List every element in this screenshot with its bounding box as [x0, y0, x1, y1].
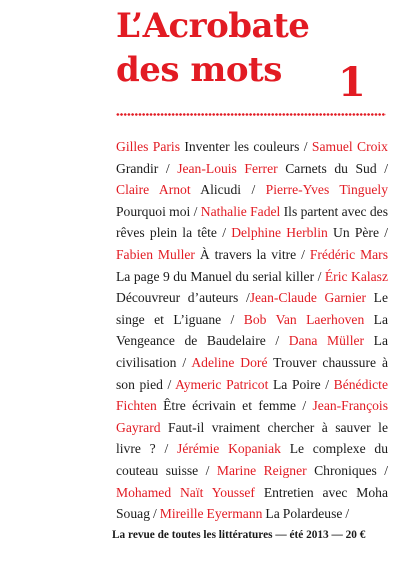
work-title: La Vengeance de Baudelaire /: [116, 311, 388, 349]
contributor-name: Jean-François Gayrard: [116, 398, 388, 435]
footer-tagline: La revue de toutes les littératures — été 2013 — 20 €: [112, 529, 366, 541]
work-title: Être écrivain et femme /: [156, 398, 313, 414]
contributor-name: Nathalie Fadel: [200, 203, 281, 219]
contributor-name: Frédéric Mars: [309, 246, 389, 262]
issue-number: 1: [338, 59, 366, 106]
work-title: Carnets du Sud /: [277, 160, 388, 176]
magazine-title: [116, 4, 309, 92]
contributor-name: Fabien Muller: [116, 246, 195, 262]
contributor-name: Jérémie Kopaniak: [177, 441, 281, 457]
work-title: Inventer les couleurs /: [180, 139, 312, 154]
contributor-name: Jean-Louis Ferrer: [177, 160, 278, 176]
contributor-name: Dana Müller: [288, 333, 365, 349]
work-title: Chroniques /: [306, 462, 388, 478]
work-title: La Poire /: [268, 376, 334, 392]
work-title: Entretien avec Moha Souag /: [116, 484, 388, 522]
title-line-2: des mots: [116, 50, 282, 90]
work-title: Alicudi /: [190, 182, 266, 198]
contributor-name: Marine Reigner: [216, 462, 307, 478]
work-title: Le singe et L’iguane /: [116, 290, 388, 327]
contributor-name: Mireille Eyermann: [159, 506, 263, 522]
contributor-name: Bénédicte Fichten: [116, 376, 388, 414]
work-title: Le complexe du couteau suisse /: [116, 441, 388, 478]
contributor-name: Delphine Herblin: [231, 225, 328, 241]
work-title: La Polardeuse /: [262, 506, 350, 522]
work-title: La civilisation /: [116, 333, 388, 370]
work-title: Pourquoi moi /: [116, 203, 201, 219]
contributor-name: Mohamed Naït Youssef: [116, 484, 255, 500]
work-title: Un Père /: [327, 225, 388, 241]
contributor-name: Gilles Paris: [116, 139, 180, 154]
contributor-name: Claire Arnot: [116, 182, 191, 198]
title-line-1: L’Acrobate: [116, 6, 310, 46]
contributor-name: Bob Van Laerhoven: [243, 311, 365, 327]
table-of-contents: [116, 136, 388, 525]
contributor-name: Aymeric Patricot: [175, 376, 269, 392]
contributor-name: Éric Kalasz: [324, 268, 388, 284]
work-title: À travers la vitre /: [194, 246, 310, 262]
work-title: Ils partent avec des rêves plein la tête /: [116, 203, 388, 241]
contributor-name: Jean-Claude Garnier: [249, 290, 367, 306]
contributor-name: Samuel Croix: [311, 139, 388, 154]
work-title: Trouver chaussure à son pied /: [116, 354, 388, 392]
work-title: Grandir /: [116, 160, 178, 176]
contributor-name: Pierre-Yves Tinguely: [265, 182, 389, 198]
work-title: Faut-il vraiment chercher à sauver le livre ? /: [116, 419, 388, 457]
contributor-name: Adeline Doré: [191, 354, 268, 370]
dotted-divider: [116, 113, 386, 116]
work-title: Découvreur d’auteurs /: [116, 290, 250, 306]
work-title: La page 9 du Manuel du serial killer /: [116, 268, 325, 284]
